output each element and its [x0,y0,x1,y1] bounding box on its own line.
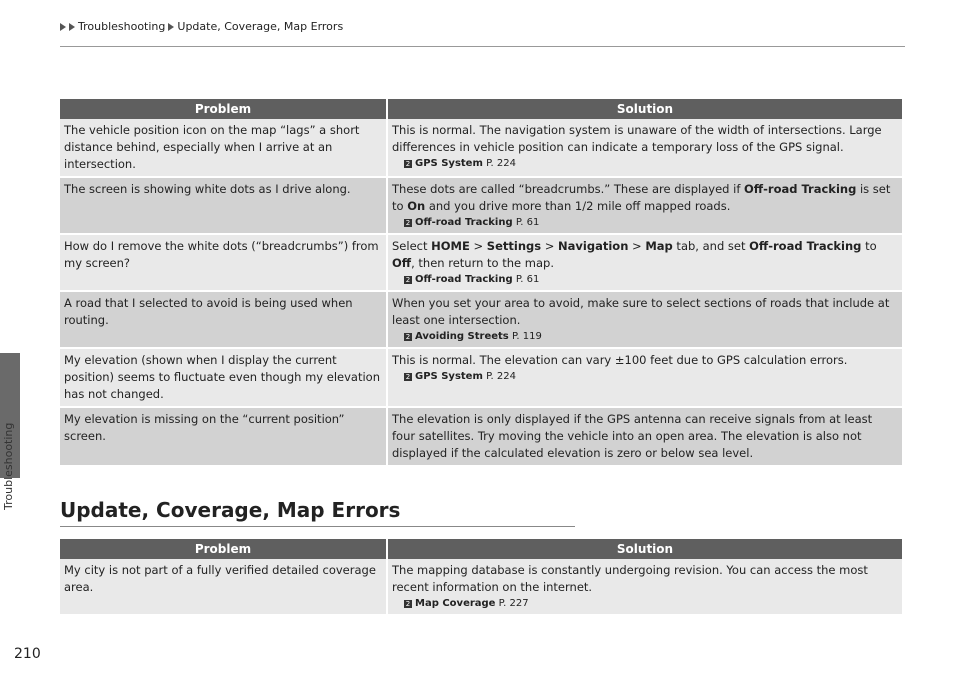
reference-arrow-icon: 2 [405,160,411,168]
table-row [60,348,902,407]
page-reference-link[interactable]: 2 GPS System P. 224 [405,158,516,169]
breadcrumb [60,20,343,33]
reference-arrow-icon: 2 [405,373,411,381]
solution-cell: These dots are called “breadcrumbs.” These are displayed if Off-road Tracking is set to On and you drive more than 1/2 mile off mapped roads. 2 Off-road Tracking P. 61 [387,177,902,234]
page-number: 210 [14,646,41,662]
header-divider [60,46,905,47]
breadcrumb-arrow-icon [69,23,75,31]
problem-cell: How do I remove the white dots (“breadcrumbs”) from my screen? [60,234,387,291]
page-reference-link[interactable]: 2 Off-road Tracking P. 61 [405,274,540,285]
solution-cell: The mapping database is constantly undergoing revision. You can access the most recent information on the internet. 2 Map Coverage P. 227 [387,559,902,615]
page-reference-link[interactable]: 2 Map Coverage P. 227 [405,598,529,609]
page-reference-link[interactable]: 2 Avoiding Streets P. 119 [405,331,542,342]
table-row [60,119,902,177]
reference-arrow-icon: 2 [405,219,411,227]
column-header-problem: Problem [60,99,387,119]
reference-arrow-icon: 2 [405,333,411,341]
column-header-problem: Problem [60,539,387,559]
problem-solution-table [60,99,902,467]
section-title: Update, Coverage, Map Errors [60,498,401,522]
problem-cell: My city is not part of a fully verified detailed coverage area. [60,559,387,615]
problem-solution-table [60,539,902,616]
problem-cell: The screen is showing white dots as I drive along. [60,177,387,234]
solution-cell: Select HOME > Settings > Navigation > Map tab, and set Off-road Tracking to Off, then return to the map. 2 Off-road Tracking P. 61 [387,234,902,291]
column-header-solution: Solution [387,539,902,559]
breadcrumb-item-current: Update, Coverage, Map Errors [177,20,344,33]
reference-arrow-icon: 2 [405,600,411,608]
section-divider [60,526,575,527]
solution-cell: This is normal. The elevation can vary ±100 feet due to GPS calculation errors. 2 GPS System P. 224 [387,348,902,407]
table-row [60,559,902,615]
problem-cell: A road that I selected to avoid is being used when routing. [60,291,387,348]
solution-cell: When you set your area to avoid, make sure to select sections of roads that include at least one intersection. 2 Avoiding Streets P. 119 [387,291,902,348]
solution-cell: The elevation is only displayed if the GPS antenna can receive signals from at least four satellites. Try moving the vehicle into an open area. The elevation is also not displayed if the calculated elevation is zero or below sea level. [387,407,902,466]
breadcrumb-arrow-icon [60,23,66,31]
side-tab-label: Troubleshooting [2,422,15,510]
table-row [60,234,902,291]
table-row [60,291,902,348]
breadcrumb-item-troubleshooting[interactable]: Troubleshooting [78,20,166,33]
column-header-solution: Solution [387,99,902,119]
solution-text: This is normal. The navigation system is unaware of the width of intersections. Large differences in vehicle position can indicate a temporary loss of the GPS signal. [392,123,882,154]
page-reference-link[interactable]: 2 Off-road Tracking P. 61 [405,217,540,228]
table-row [60,177,902,234]
reference-arrow-icon: 2 [405,276,411,284]
page-reference-link[interactable]: 2 GPS System P. 224 [405,371,516,382]
problem-cell: The vehicle position icon on the map “lags” a short distance behind, especially when I arrive at an intersection. [60,119,387,177]
problem-cell: My elevation (shown when I display the current position) seems to fluctuate even though my elevation has not changed. [60,348,387,407]
problem-cell: My elevation is missing on the “current position” screen. [60,407,387,466]
solution-cell [387,119,902,177]
breadcrumb-arrow-icon [168,23,174,31]
table-row [60,407,902,466]
